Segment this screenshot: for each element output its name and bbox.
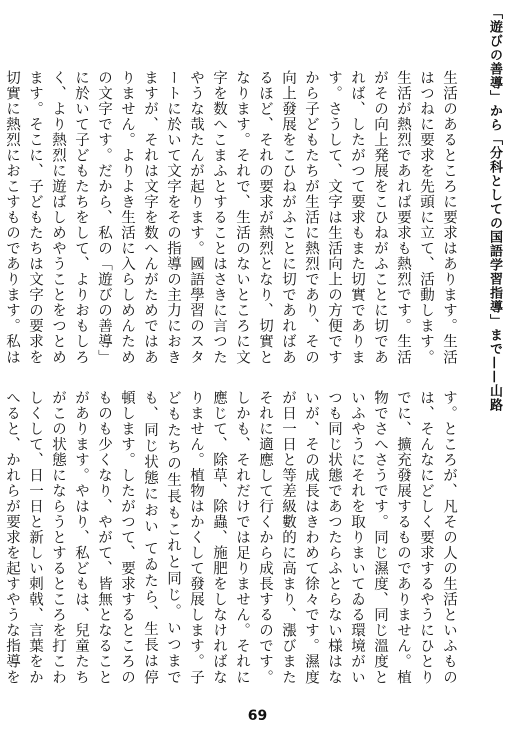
page-number: 69 bbox=[247, 708, 268, 724]
page-body bbox=[4, 70, 460, 690]
upper-text-block bbox=[4, 70, 460, 365]
lower-text-block bbox=[4, 390, 460, 685]
paragraph: す。ところが、凡その人の生活といふものは、そんなにどしく要求するやうにひとりでに、擴充發展するものでありません。植物でさへさうです。同じ濕度、同じ溫度といふやうにそれを取りまいてゐる環境がいつも同じ状態であつたらふとらない様はないが、その成長はきわめて徐々です。濕度が日一日と等差級數的に高まり、漲びまたそれに適應して行くから成長するのです。しかも、それだけでは足りません。それに應じて、除草、除蟲、施肥をしなければなりません。植物はかくして發展します。子どもたちの生長もこれと同じ。いつまでも、同じ状態におい てゐたら、生長は停頓します。したがつて、要求するところのものも少くなり、やがて、皆無となることがあります。やはり、私どもは、兒童たちがこの状態にならうとするところを打こわしくして、日一日と新しい刺戟、言葉をかへると、かれらが要求を起すやうな指導を bbox=[4, 390, 457, 685]
running-head: 「遊びの善導」から「分科としての国語学習指導」まで——山路 bbox=[487, 6, 502, 412]
paragraph: 生活のあるところに要求はあります。生活はつねに要求を先頭に立て、活動します。生活が熱烈であれば要求も熱烈です。生活がその向上発展をこひねがふことに切であれば、したがつて要求もまた切實であります。さうして、文字は生活向上の方便ですから子どもたちが生活に熱烈であり、その向上發展をこひねがふことに切であればあるほど、それの要求が熱烈となり、切實となります。それで、生活のないところに文字を数へこまふとすることはさきに言つたやうな哉たんが起ります。國語學習のスタートに於いて文字をその指導の主力におきますが、それは文字を数へんがためではありません。よりよき生活に入らしめんための文字です。だから、私の「遊びの善導」に於いて子どもたちをして、よりおもしろく、より熱烈に遊ばしめやうことをつとめます。そこに、子どもたちは文字の要求を切實に熱烈におこすものであります。私は bbox=[4, 70, 457, 365]
